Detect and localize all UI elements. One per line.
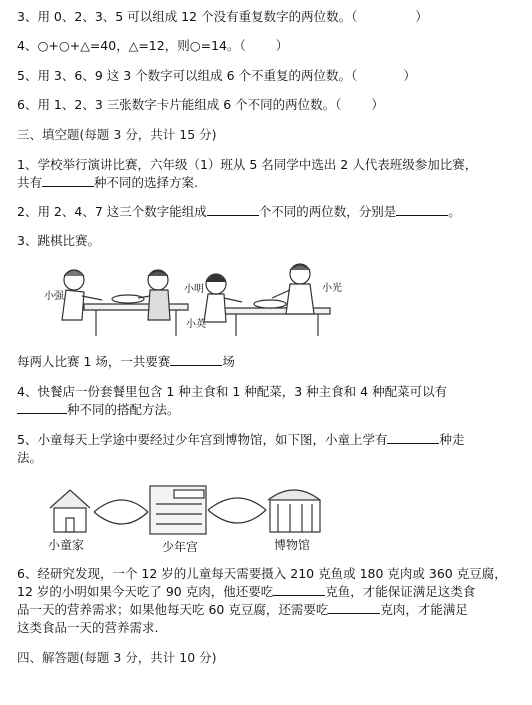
checkers-illustration (38, 258, 348, 340)
fill-q6-line3 (17, 601, 468, 619)
kid-name-xiaoqiang: 小强 (44, 291, 64, 302)
fill-q2 (17, 203, 461, 221)
answer-blank[interactable] (42, 174, 94, 187)
answer-blank[interactable] (328, 601, 380, 614)
fill-q4-line1: 4、快餐店一份套餐里包含 1 种主食和 1 种配菜，3 种主食和 4 种配菜可以有 (17, 384, 448, 399)
fill-q4-line2 (17, 401, 180, 419)
fill-q6-line2-pre: 12 岁的小明如果今天吃了 90 克肉，他还要吃 (17, 584, 274, 599)
fill-q3-title: 3、跳棋比赛。 (17, 233, 100, 248)
judge-item-6-close: ） (371, 97, 384, 112)
fill-q6-line1: 6、经研究发现，一个 12 岁的儿童每天需要摄入 210 克鱼或 180 克肉或 360 克豆腐， (17, 566, 507, 581)
judge-item-6-text: 6、用 1、2、3 三张数字卡片能组成 6 个不同的两位数。（ (17, 97, 342, 112)
fill-q4-post: 种不同的搭配方法。 (67, 402, 180, 417)
section-3-title: 三、填空题(每题 3 分，共计 15 分) (17, 127, 217, 142)
fill-q2-post: 。 (448, 204, 461, 219)
route-illustration (44, 478, 334, 554)
answer-blank[interactable] (17, 401, 67, 414)
answer-blank[interactable] (170, 353, 222, 366)
answer-blank[interactable] (207, 203, 259, 216)
answer-blank[interactable] (273, 583, 325, 596)
place-home: 小童家 (48, 538, 85, 552)
fill-q3-pre: 每两人比赛 1 场，一共要赛 (17, 354, 171, 369)
fill-q5-line2: 法。 (17, 450, 43, 465)
answer-blank[interactable] (396, 203, 448, 216)
fill-q1-pre: 共有 (17, 175, 43, 190)
judge-item-5 (17, 67, 416, 85)
judge-item-4 (17, 37, 288, 55)
judge-item-3 (17, 8, 428, 26)
section-4-title: 四、解答题(每题 3 分，共计 10 分) (17, 650, 217, 665)
fill-q2-mid: 个不同的两位数，分别是 (258, 204, 397, 219)
fill-q5-pre: 5、小童每天上学途中要经过少年宫到博物馆，如下图，小童上学有 (17, 432, 388, 447)
judge-item-4-text: 4、○+○+△=40，△=12，则○=14。（ (17, 38, 246, 53)
kid-name-xiaoying: 小英 (186, 319, 206, 330)
fill-q3-post: 场 (222, 354, 235, 369)
fill-q5-post: 种走 (439, 432, 465, 447)
fill-q1-line1: 1、学校举行演讲比赛，六年级（1）班从 5 名同学中选出 2 人代表班级参加比赛， (17, 157, 478, 172)
fill-q5-line1 (17, 431, 464, 449)
kid-name-xiaoming: 小明 (184, 284, 204, 295)
fill-q6-line2-post: 克鱼，才能保证满足这类食 (325, 584, 476, 599)
fill-q3-line (17, 353, 235, 371)
judge-item-5-close: ） (403, 68, 416, 83)
place-museum: 博物馆 (274, 538, 311, 552)
kid-name-xiaoguang: 小光 (322, 283, 342, 294)
judge-item-6 (17, 96, 384, 114)
place-youth-palace: 少年宫 (162, 540, 199, 554)
fill-q1-line2 (17, 174, 198, 192)
judge-item-3-close: ） (415, 9, 428, 24)
answer-blank[interactable] (387, 431, 439, 444)
fill-q6-line3-pre: 品一天的营养需求；如果他每天吃 60 克豆腐，还需要吃 (17, 602, 329, 617)
fill-q1-post: 种不同的选择方案. (94, 175, 198, 190)
fill-q6-line2 (17, 583, 475, 601)
fill-q6-line4: 这类食品一天的营养需求. (17, 620, 159, 635)
judge-item-5-text: 5、用 3、6、9 这 3 个数字可以组成 6 个不重复的两位数。（ (17, 68, 358, 83)
judge-item-3-text: 3、用 0、2、3、5 可以组成 12 个没有重复数字的两位数。（ (17, 9, 358, 24)
fill-q6-line3-post: 克肉，才能满足 (380, 602, 468, 617)
judge-item-4-close: ） (275, 38, 289, 53)
fill-q2-pre: 2、用 2、4、7 这三个数字能组成 (17, 204, 207, 219)
